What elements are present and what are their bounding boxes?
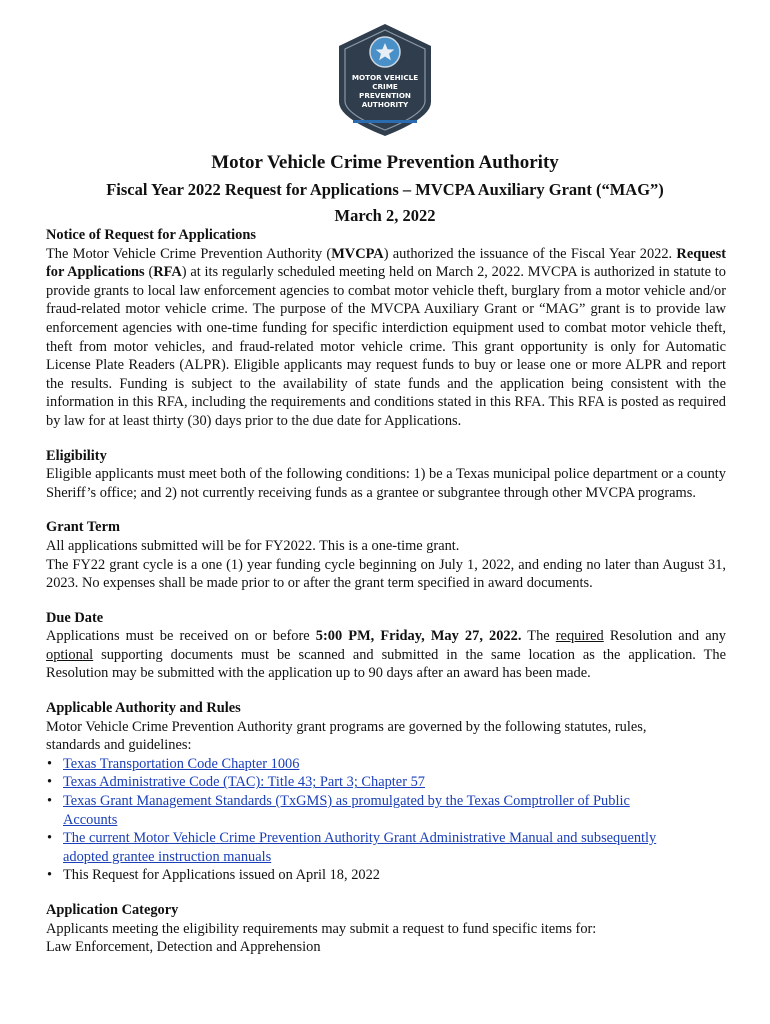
grant-term-line-1: All applications submitted will be for FY2022. This is a one-time grant. — [46, 537, 460, 554]
deadline-text: 5:00 PM, Friday, May 27, 2022. — [315, 628, 522, 645]
logo-line-3: PREVENTION — [359, 91, 411, 100]
authority-list — [46, 755, 726, 885]
list-item — [46, 773, 726, 792]
link-txgms[interactable]: Texas Grant Management Standards (TxGMS) as promulgated by the Texas Comptroller of Public Accounts — [63, 793, 630, 828]
logo-line-2: CRIME — [372, 82, 398, 91]
eligibility-heading: Eligibility — [46, 447, 107, 464]
due-date-heading: Due Date — [46, 609, 104, 626]
notice-heading: Notice of Request for Applications — [46, 227, 256, 243]
list-item — [46, 755, 726, 774]
notice-section — [46, 226, 726, 431]
notice-paragraph: The Motor Vehicle Crime Prevention Authority (MVCPA) authorized the issuance of the Fiscal Year 2022. Request for Applications (RFA) at its regularly scheduled meeting held on March 2, 2022. MVCPA is authorized in statute to provide grants to local law enforcement agencies to combat motor vehicle theft, burglary from a motor vehicle and/or fraud-related motor vehicle crime. The purpose of the MVCPA Auxiliary Grant or “MAG” grant is to provide law enforcement agencies with one-time funding for specific interdiction equipment used to combat motor vehicle theft, theft from motor vehicles, and fraud-related motor vehicle crime. This grant opportunity is only for Automatic License Plate Readers (ALPR). Eligible applicants may request funds to buy or lease one or more ALPR and report the results. Funding is subject to the availability of state funds and the application being consistent with the information in this RFA, including the requirements and conditions stated in this RFA. This RFA is posted as required by law for at least thirty (30) days prior to the due date for Applications. — [46, 245, 727, 429]
category-line-1: Applicants meeting the eligibility requirements may submit a request to fund specific items for: — [46, 920, 597, 937]
list-item — [46, 829, 726, 866]
grant-term-section — [46, 518, 726, 592]
rfa-abbrev: RFA — [153, 264, 182, 281]
authority-section — [46, 699, 726, 885]
document-title: Motor Vehicle Crime Prevention Authority — [211, 152, 559, 173]
list-item — [46, 866, 726, 885]
list-item — [46, 792, 726, 829]
link-tac[interactable]: Texas Administrative Code (TAC): Title 43; Part 3; Chapter 57 — [63, 774, 425, 791]
grant-term-line-2: The FY22 grant cycle is a one (1) year funding cycle beginning on July 1, 2022, and ending no later than August 31, 2023. No expenses shall be made prior to or after the grant term specified in award documents. — [46, 556, 726, 592]
logo-line-4: AUTHORITY — [361, 100, 409, 109]
rfa-label: Request for Applications — [46, 245, 726, 281]
grant-term-heading: Grant Term — [46, 519, 120, 536]
category-section — [46, 901, 726, 957]
category-line-2: Law Enforcement, Detection and Apprehension — [46, 939, 321, 956]
due-date-section — [46, 609, 726, 683]
eligibility-text: Eligible applicants must meet both of the following conditions: 1) be a Texas municipal police department or a county Sheriff’s office; and 2) not currently receiving funds as a grantee or subgrantee through other MVCPA programs. — [46, 466, 726, 501]
eligibility-section — [46, 447, 726, 503]
due-date-text: Applications must be received on or before 5:00 PM, Friday, May 27, 2022. The required Resolution and any optional supporting documents must be scanned and submitted in the same location as the application. The Resolution may be submitted with the application up to 90 days after an award has been made. — [46, 628, 726, 682]
mvcpa-logo — [333, 22, 437, 138]
category-heading: Application Category — [46, 902, 179, 918]
optional-text: optional — [46, 646, 94, 663]
mvcpa-abbrev: MVCPA — [331, 245, 384, 262]
document-subtitle: Fiscal Year 2022 Request for Applications – MVCPA Auxiliary Grant (“MAG”) — [106, 180, 664, 199]
link-transportation-code[interactable]: Texas Transportation Code Chapter 1006 — [63, 755, 300, 772]
authority-intro: Motor Vehicle Crime Prevention Authority grant programs are governed by the following statutes, rules, standards and guidelines: — [46, 718, 647, 754]
authority-heading: Applicable Authority and Rules — [46, 700, 241, 717]
logo-line-1: MOTOR VEHICLE — [351, 73, 419, 82]
document-body — [46, 226, 726, 957]
required-text: required — [555, 628, 604, 645]
rfa-issued-text: This Request for Applications issued on April 18, 2022 — [63, 867, 380, 884]
document-date: March 2, 2022 — [334, 206, 436, 225]
link-admin-manual[interactable]: The current Motor Vehicle Crime Prevention Authority Grant Administrative Manual and subsequently adopted grantee instruction manuals — [63, 830, 657, 865]
